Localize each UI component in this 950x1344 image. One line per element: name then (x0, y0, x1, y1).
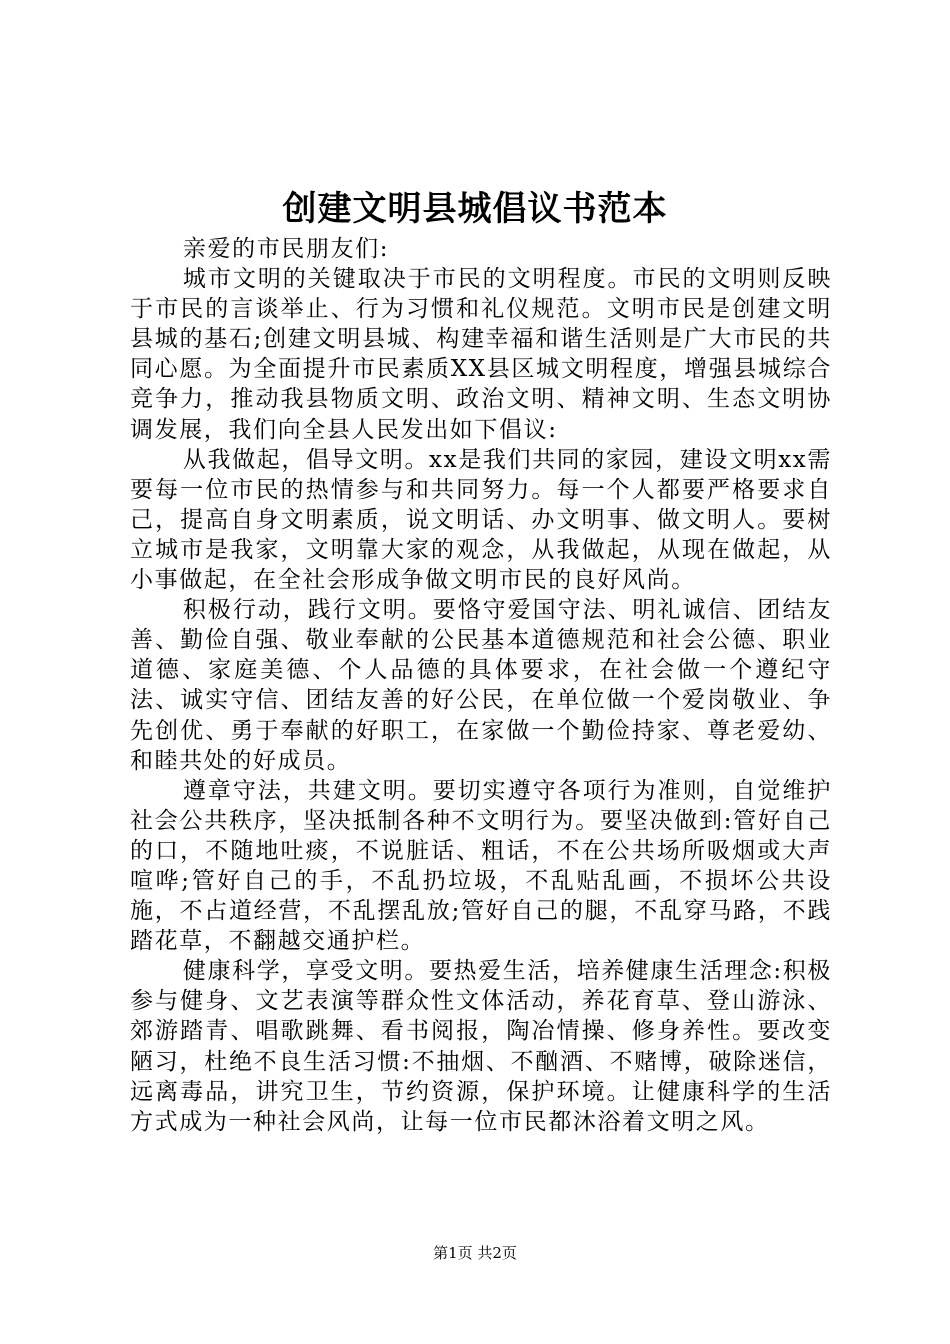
document-title: 创建文明县城倡议书范本 (282, 189, 668, 229)
page-number-footer: 第1页 共2页 (433, 1244, 517, 1262)
paragraph-healthy-living: 健康科学，享受文明。要热爱生活，培养健康生活理念:积极参与健身、文艺表演等群众性文体活动，养花育草、登山游泳、郊游踏青、唱歌跳舞、看书阅报，陶冶情操、修身养性。要改变陋习，杜绝不良生活习惯:不抽烟、不酗酒、不赌博，破除迷信，远离毒品，讲究卫生，节约资源，保护环境。让健康科学的生活方式成为一种社会风尚，让每一位市民都沐浴着文明之风。 (130, 958, 832, 1135)
salutation: 亲爱的市民朋友们: (182, 236, 390, 262)
document-body (130, 234, 832, 1137)
paragraph-act-actively: 积极行动，践行文明。要恪守爱国守法、明礼诚信、团结友善、勤俭自强、敬业奉献的公民基本道德规范和社会公德、职业道德、家庭美德、个人品德的具体要求，在社会做一个遵纪守法、诚实守信、团结友善的好公民，在单位做一个爱岗敬业、争先创优、勇于奉献的好职工，在家做一个勤俭持家、尊老爱幼、和睦共处的好成员。 (130, 597, 832, 774)
paragraph-start-from-me: 从我做起，倡导文明。xx是我们共同的家园，建设文明xx需要每一位市民的热情参与和共同努力。每一个人都要严格要求自己，提高自身文明素质，说文明话、办文明事、做文明人。要树立城市是我家，文明靠大家的观念，从我做起，从现在做起，从小事做起，在全社会形成争做文明市民的良好风尚。 (130, 446, 832, 594)
paragraph-obey-rules: 遵章守法，共建文明。要切实遵守各项行为准则，自觉维护社会公共秩序，坚决抵制各种不文明行为。要坚决做到:管好自己的口，不随地吐痰，不说脏话、粗话，不在公共场所吸烟或大声喧哗;管好自己的手，不乱扔垃圾，不乱贴乱画，不损坏公共设施，不占道经营，不乱摆乱放;管好自己的腿，不乱穿马路，不践踏花草，不翻越交通护栏。 (130, 777, 832, 955)
paragraph-intro: 城市文明的关键取决于市民的文明程度。市民的文明则反映于市民的言谈举止、行为习惯和礼仪规范。文明市民是创建文明县城的基石;创建文明县城、构建幸福和谐生活则是广大市民的共同心愿。为全面提升市民素质XX县区城文明程度，增强县城综合竞争力，推动我县物质文明、政治文明、精神文明、生态文明协调发展，我们向全县人民发出如下倡议: (130, 266, 832, 443)
